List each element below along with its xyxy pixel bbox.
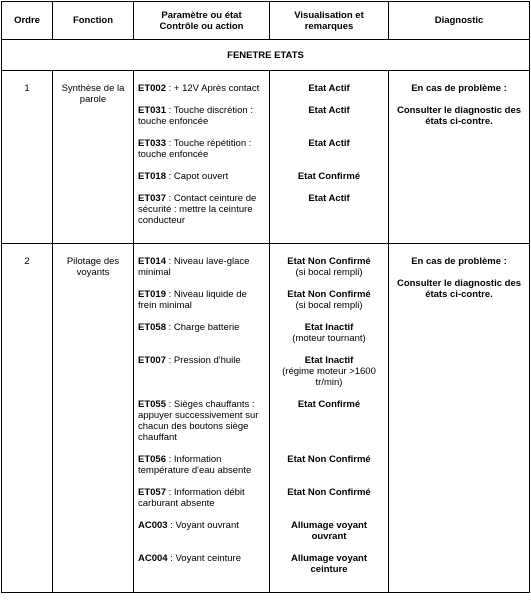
visualisation-state: Allumage voyant ceinture — [290, 553, 368, 575]
visualisation-state: Etat Non Confirmé — [287, 487, 371, 498]
parametre-entry — [138, 487, 265, 509]
header-fonction: Fonction — [53, 2, 134, 40]
section-row — [2, 40, 530, 71]
parametre-entry — [138, 355, 265, 388]
parametre-code: ET056 — [138, 454, 166, 465]
diagnostic-text — [393, 83, 525, 127]
parametre-entry — [138, 520, 265, 542]
parametre-cell — [134, 71, 270, 244]
header-ordre: Ordre — [2, 2, 53, 40]
visualisation-state: Etat Non Confirmé — [287, 454, 371, 465]
parametre-entry — [138, 399, 265, 443]
parametre-code: ET055 — [138, 399, 166, 410]
diagnostic-line-1: En cas de problème : — [411, 83, 507, 94]
section-title: FENETRE ETATS — [2, 40, 530, 71]
parametre-label: : Voyant ouvrant — [167, 520, 239, 531]
visualisation-state: Etat Non Confirmé — [287, 256, 371, 267]
parametre-label: : Niveau lave-glace minimal — [138, 256, 250, 278]
visualisation-state: Etat Actif — [308, 105, 350, 116]
visualisation-state: Allumage voyant ouvrant — [290, 520, 368, 542]
parametre-label: : Contact ceinture de sécurité : mettre la ceinture conducteur — [138, 193, 257, 226]
parametre-code: ET014 — [138, 256, 166, 267]
parametre-code: ET033 — [138, 138, 166, 149]
parametre-entry — [138, 322, 265, 344]
visualisation-cell — [270, 244, 389, 593]
visualisation-state: Etat Confirmé — [297, 171, 361, 182]
parametre-label: : Touche discrétion : touche enfoncée — [138, 105, 253, 127]
diagnostic-text — [393, 256, 525, 300]
parametre-entry — [138, 454, 265, 476]
ordre-cell: 2 — [2, 244, 53, 593]
visualisation-cell — [270, 71, 389, 244]
parametre-label: : Niveau liquide de frein minimal — [138, 289, 247, 311]
diagnostic-cell — [389, 244, 530, 593]
visualisation-entry — [274, 520, 384, 542]
parametre-label: : Information débit carburant absente — [138, 487, 245, 509]
diagnostic-table — [1, 1, 530, 593]
parametre-entry — [138, 553, 265, 575]
visualisation-note: (si bocal rempli) — [295, 267, 363, 278]
visualisation-entry — [274, 487, 384, 509]
visualisation-note: (si bocal rempli) — [295, 300, 363, 311]
parametre-entry — [138, 289, 265, 311]
header-diagnostic: Diagnostic — [389, 2, 530, 40]
fonction-cell: Pilotage des voyants — [53, 244, 134, 593]
visualisation-state: Etat Non Confirmé — [287, 289, 371, 300]
visualisation-state: Etat Actif — [308, 193, 350, 204]
parametre-code: ET018 — [138, 171, 166, 182]
visualisation-entry — [274, 322, 384, 344]
parametre-label: : Voyant ceinture — [167, 553, 241, 564]
parametre-code: ET031 — [138, 105, 166, 116]
visualisation-state: Etat Actif — [308, 138, 350, 149]
ordre-cell: 1 — [2, 71, 53, 244]
parametre-label: : Information température d'eau absente — [138, 454, 252, 476]
parametre-entry — [138, 256, 265, 278]
visualisation-entry — [274, 193, 384, 226]
parametre-label: : + 12V Après contact — [166, 83, 260, 94]
diagnostic-line-2: Consulter le diagnostic des états ci-contre. — [396, 105, 522, 127]
visualisation-state: Etat Inactif — [304, 355, 354, 366]
visualisation-entry — [274, 171, 384, 182]
parametre-code: AC003 — [138, 520, 168, 531]
table-row — [2, 71, 530, 244]
diagnostic-cell — [389, 71, 530, 244]
diagnostic-line-1: En cas de problème : — [411, 256, 507, 267]
parametre-code: ET057 — [138, 487, 166, 498]
visualisation-entry — [274, 289, 384, 311]
visualisation-entry — [274, 105, 384, 127]
parametre-cell — [134, 244, 270, 593]
parametre-label: : Sièges chauffants : appuyer successivement sur chacun des boutons siège chauffant — [138, 399, 259, 443]
parametre-entry — [138, 83, 265, 94]
parametre-entry — [138, 171, 265, 182]
parametre-entry — [138, 105, 265, 127]
visualisation-state: Etat Confirmé — [297, 399, 361, 410]
visualisation-state: Etat Inactif — [304, 322, 354, 333]
diagnostic-line-2: Consulter le diagnostic des états ci-contre. — [396, 278, 522, 300]
visualisation-note: (régime moteur >1600 tr/min) — [282, 366, 376, 388]
parametre-label: : Pression d'huile — [166, 355, 241, 366]
parametre-code: ET019 — [138, 289, 166, 300]
parametre-code: ET037 — [138, 193, 166, 204]
parametre-entry — [138, 193, 265, 226]
header-visualisation: Visualisation et remarques — [270, 2, 389, 40]
parametre-entry — [138, 138, 265, 160]
parametre-code: ET058 — [138, 322, 166, 333]
visualisation-entry — [274, 355, 384, 388]
parametre-code: AC004 — [138, 553, 168, 564]
parametre-label: : Charge batterie — [166, 322, 240, 333]
visualisation-entry — [274, 83, 384, 94]
parametre-code: ET002 — [138, 83, 166, 94]
visualisation-entry — [274, 138, 384, 160]
visualisation-entry — [274, 553, 384, 575]
header-row — [2, 2, 530, 40]
visualisation-state: Etat Actif — [308, 83, 350, 94]
visualisation-note: (moteur tournant) — [292, 333, 366, 344]
parametre-label: : Capot ouvert — [166, 171, 229, 182]
parametre-code: ET007 — [138, 355, 166, 366]
visualisation-entry — [274, 256, 384, 278]
parametre-label: : Touche répétition : touche enfoncée — [138, 138, 252, 160]
table-row — [2, 244, 530, 593]
header-parametre: Paramètre ou état Contrôle ou action — [134, 2, 270, 40]
visualisation-entry — [274, 454, 384, 476]
visualisation-entry — [274, 399, 384, 443]
fonction-cell: Synthèse de la parole — [53, 71, 134, 244]
